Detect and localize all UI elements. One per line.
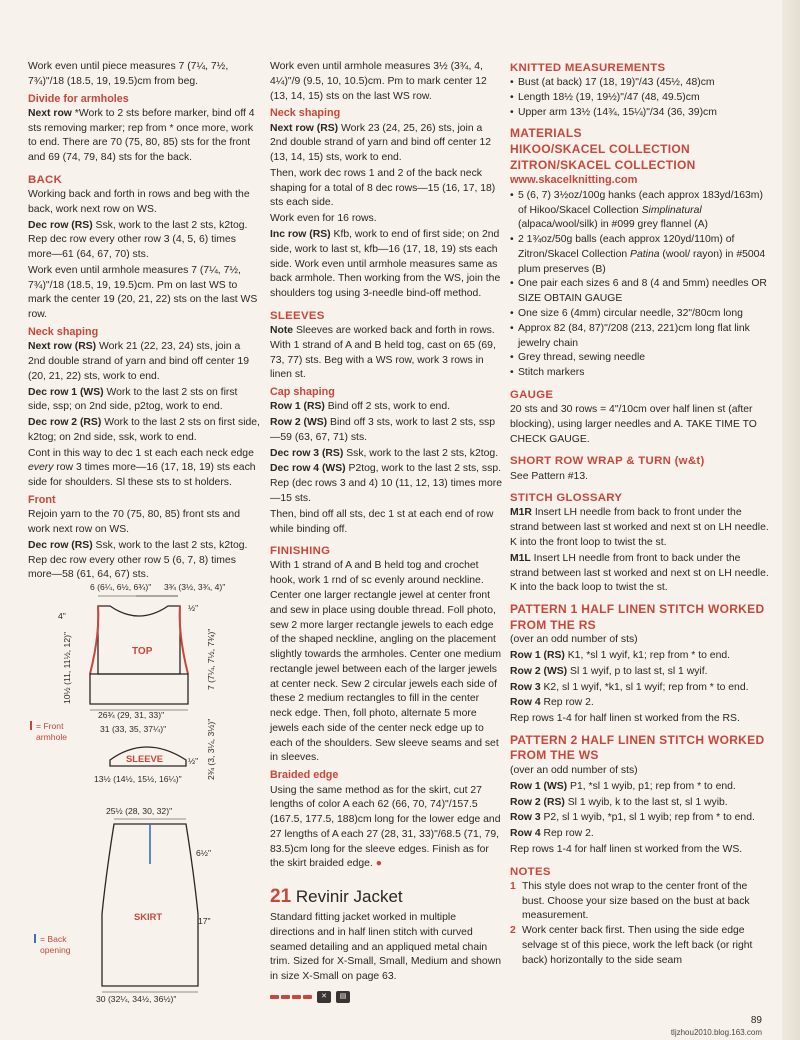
row-label: Dec row 1 (WS) (28, 386, 104, 398)
row-text: Ssk, work to the last 2 sts, k2tog. (343, 447, 499, 459)
dim-sleeve-bottom: 13½ (14½, 15½, 16¼)" (94, 774, 182, 784)
para (270, 400, 502, 415)
dim-skirt-17: 17" (198, 916, 211, 926)
para (510, 665, 772, 680)
dim-top-left: 10½ (11, 11½, 12)" (62, 631, 72, 704)
para (510, 780, 772, 795)
heading-stitch-glossary: STITCH GLOSSARY (510, 492, 623, 505)
para (270, 784, 502, 873)
row-text: P1, *sl 1 wyib, p1; rep from * to end. (567, 780, 736, 792)
skill-bar-icon (292, 995, 301, 999)
sleeve-schematic (94, 719, 216, 784)
row-text: K1, *sl 1 wyif, k1; rep from * to end. (564, 650, 731, 661)
row-text: Bind off 3 sts, work to last 2 sts, ssp—59 (63, 67, 71) sts. (270, 417, 496, 443)
row-label: Dec row 2 (RS) (28, 417, 102, 429)
list-item: • One pair each sizes 6 and 8 (4 and 5mm) needles OR SIZE OBTAIN GAUGE (510, 277, 772, 307)
row-label: Next row (28, 107, 72, 119)
subheading-neck-shaping: Neck shaping (270, 107, 341, 120)
subheading-braided-edge: Braided edge (270, 769, 339, 782)
subheading-front: Front (28, 493, 56, 506)
dim-top-width1: 6 (6¼, 6½, 6¾)" (90, 582, 152, 592)
list-item: • Length 18½ (19, 19½)"/47 (48, 49.5)cm (510, 91, 772, 106)
text: Using the same method as for the skirt, cut 27 lengths of color A each 62 (66, 70, 74)"/157.5 (167.5, 177.5, 188)cm long for the lower edge and 27 lengths of A each 27 (28, 31, 33)"/68.5 (71, 79, 83.5)cm long for the sleeve edges. Finish as for the skirt braided edge. (270, 784, 501, 870)
row-label: Dec row (RS) (28, 539, 93, 551)
list-item (510, 189, 772, 233)
note-text: Work center back first. Then using the side edge selvage st of this piece, work the left back (or right back) horizontally to the side seam (522, 925, 753, 966)
dim-top-width2: 3¾ (3½, 3¾, 4)" (164, 582, 226, 592)
row-text: Work 23 (24, 25, 26) sts, join a 2nd double strand of yarn and bind off center 12 (13, 14, 15) sts, work to end. (270, 122, 492, 164)
needles-icon: ✕ (317, 991, 331, 1003)
row-label: M1R (510, 507, 532, 519)
skill-bar-icon (270, 995, 279, 999)
row-label: Row 2 (RS) (510, 796, 565, 808)
row-label: Dec row 4 (WS) (270, 463, 346, 475)
para (510, 827, 772, 842)
para: Rep rows 1-4 for half linen st worked from the WS. (510, 843, 743, 855)
row-label: Row 1 (WS) (510, 780, 568, 792)
front-armhole-left (90, 606, 98, 674)
column-2 (270, 60, 502, 1003)
legend-front-label-b: armhole (36, 732, 68, 742)
heading-back: BACK (28, 173, 63, 186)
dim-skirt-bottom: 30 (32¼, 34½, 36½)" (96, 994, 177, 1004)
skill-bar-icon (303, 995, 312, 999)
heading-finishing: FINISHING (270, 545, 331, 558)
top-label: TOP (132, 646, 153, 657)
heading-gauge: GAUGE (510, 388, 554, 401)
list-item: • Upper arm 13½ (14¾, 15¼)"/34 (36, 39)cm (510, 106, 772, 121)
skirt-schematic (96, 806, 211, 1004)
row-text: P2, sl 1 wyib, *p1, sl 1 wyib; rep from * to end. (540, 812, 755, 824)
para (510, 681, 772, 696)
supplier-url: www.skacelknitting.com (510, 174, 638, 187)
row-text: P2tog, work to the last 2 sts, ssp. Rep (dec rows 3 and 4) 10 (11, 12, 13) times more—15 sts. (270, 463, 502, 504)
dim-sleeve-half: ½" (188, 756, 199, 766)
para (270, 228, 502, 302)
heading-notes: NOTES (510, 865, 551, 878)
heading-hikoo: HIKOO/SKACEL COLLECTION (510, 142, 691, 157)
sleeve-label: SLEEVE (126, 753, 163, 764)
list-item: • Approx 82 (84, 87)"/208 (213, 221)cm long flat link jewelry chain (510, 322, 772, 352)
skill-level-indicator (270, 991, 502, 1003)
para (510, 649, 772, 664)
para (510, 796, 772, 811)
para (28, 107, 260, 166)
note-number: 1 (510, 880, 516, 892)
emphasis: every (28, 462, 54, 474)
pattern-number: 21 (270, 886, 292, 908)
para (28, 416, 260, 446)
row-text: K2, sl 1 wyif, *k1, sl 1 wyif; rep from * to end. (540, 681, 749, 693)
para: Work even until armhole measures 7 (7¼, 7½, 7¾)"/18 (18.5, 19, 19.5)cm. Pm on last WS to mark the center 19 (20, 21, 22) sts on the last WS row. (28, 264, 258, 321)
para (28, 340, 260, 384)
row-text: Kfb, work to end of first side; on 2nd side, work to last st, kfb—16 (17, 18, 19) sts each side. Work even until armhole measures same as back armhole. Then working from the WS, join the shoulders tog using 3-needle bind-off method. (270, 228, 501, 300)
para: With 1 strand of A and B held tog and crochet hook, work 1 rnd of sc evenly around neckline. Center one larger rectangle jewel at center front and sew in place using double thread. Foll photo, sew 2 more larger rectangle jewels to each edge of the shaped neckline, angling on the placement slightly towards the armholes. Center one medium rectangle jewel between each of the larger jewels at center neck. Sew 2 circular jewels each side of these 2 medium rectangles to fill in the center neck edge. Then, foll photo, alternate 5 more jewels each side of the center neck edge up to each of the shoulders. Sew sleeve seams and set in sleeves. (270, 560, 502, 764)
row-text: Insert LH needle from back to front under the strand between last st worked and next st on LH needle. K into the front loop to twist the st. (510, 507, 769, 548)
notes-list (510, 880, 772, 969)
para (28, 386, 260, 416)
row-text: Sl 1 wyif, p to last st, sl 1 wyif. (567, 665, 708, 677)
para (270, 447, 502, 462)
row-text: Work 21 (22, 23, 24) sts, join a 2nd double strand of yarn and bind off center 19 (20, 21, 22) sts, work to end. (28, 341, 250, 382)
emphasis: Simplinatural (641, 204, 702, 216)
heading-sleeves: SLEEVES (270, 309, 325, 322)
text: 5 (6, 7) 3½oz/100g hanks (each approx 183yd/163m) of Hikoo/Skacel Collection (518, 189, 763, 216)
row-label: Note (270, 325, 294, 336)
row-label: Row 4 (510, 697, 541, 709)
list-item: • Stitch markers (510, 366, 772, 381)
row-label: Dec row (RS) (28, 219, 93, 231)
text: (alpaca/wool/silk) in #099 grey flannel (A) (518, 219, 709, 231)
para: Then, work dec rows 1 and 2 of the back neck shaping for a total of 8 dec rows—15 (16, 17, 18) sts each side. (270, 167, 496, 209)
pattern-title (270, 884, 502, 911)
list-item: • Bust (at back) 17 (18, 19)"/43 (45½, 48)cm (510, 76, 772, 91)
front-armhole-right (180, 606, 188, 674)
para (28, 219, 260, 263)
heading-materials: MATERIALS (510, 126, 582, 141)
top-body-outline (90, 674, 188, 704)
para: Then, bind off all sts, dec 1 st at each end of row while binding off. (270, 508, 494, 535)
para (270, 122, 502, 166)
row-label: Dec row 3 (RS) (270, 447, 344, 459)
para: Work even for 16 rows. (270, 213, 377, 225)
list-item (510, 880, 772, 924)
row-label: Row 3 (510, 812, 541, 824)
dim-top-bottom: 26¾ (29, 31, 33)" (98, 710, 165, 720)
pattern-name: Revinir Jacket (291, 887, 403, 907)
row-text: Sleeves are worked back and forth in rows. With 1 strand of A and B held tog, cast on 65 (69, 73, 77) sts. Beg with a WS row, work 3 rows in linen st. (270, 325, 496, 381)
dim-sleeve-right: 2¾ (3, 3¼, 3½)" (206, 718, 216, 780)
para: Rejoin yarn to the 70 (75, 80, 85) front sts and work next row on WS. (28, 509, 240, 536)
skirt-label: SKIRT (134, 911, 163, 922)
row-label: Next row (RS) (28, 341, 97, 353)
dim-skirt-top: 25½ (28, 30, 32)" (106, 806, 173, 816)
para (270, 416, 502, 446)
end-mark-icon: ● (375, 858, 382, 870)
list-item: • One size 6 (4mm) circular needle, 32"/80cm long (510, 307, 772, 322)
row-text: Rep row 2. (540, 828, 594, 840)
para (510, 696, 772, 711)
note-text: This style does not wrap to the center front of the bust. Choose your size based on the bust at back measurement. (522, 880, 750, 922)
para: (over an odd number of sts) (510, 765, 638, 777)
para (270, 462, 502, 506)
top-schematic (58, 582, 225, 720)
yarn-icon: ▤ (336, 991, 350, 1003)
top-outline (98, 606, 180, 674)
para (510, 552, 772, 596)
row-label: Next row (RS) (270, 122, 339, 134)
heading-pattern-1: PATTERN 1 HALF LINEN STITCH WORKED FROM THE RS (510, 602, 765, 632)
row-label: M1L (510, 552, 531, 564)
emphasis: Patina (630, 248, 660, 260)
subheading-divide-armholes: Divide for armholes (28, 92, 129, 105)
materials-list (510, 189, 772, 381)
para (28, 447, 260, 491)
dim-top-4: 4" (58, 611, 66, 621)
para: Work even until armhole measures 3½ (3¾, 4, 4¼)"/9 (9.5, 10, 10.5)cm. Pm to mark center 12 (13, 14, 15) sts on the last WS row. (270, 61, 487, 102)
row-label: Row 4 (510, 828, 541, 840)
text: (wool/ rayon) in #5004 plum preserves (B) (518, 248, 766, 275)
subheading-neck-shaping: Neck shaping (28, 326, 99, 338)
dim-sleeve-top: 31 (33, 35, 37¼)" (100, 724, 167, 734)
dim-top-right: 7 (7¼, 7½, 7¾)" (206, 628, 216, 690)
para: See Pattern #13. (510, 470, 588, 482)
column-1 (28, 60, 260, 584)
column-3 (510, 60, 772, 968)
row-label: Row 2 (WS) (270, 417, 328, 429)
legend-front-swatch (30, 721, 32, 730)
list-item: • Grey thread, sewing needle (510, 351, 772, 366)
dim-top-half: ½" (188, 603, 199, 613)
para: 20 sts and 30 rows = 4"/10cm over half linen st (after blocking), using larger needles and A. TAKE TIME TO CHECK GAUGE. (510, 404, 757, 445)
dim-skirt-65: 6½" (196, 848, 211, 858)
heading-pattern-2: PATTERN 2 HALF LINEN STITCH WORKED FROM THE WS (510, 732, 765, 763)
list-item (510, 233, 772, 277)
legend-back-label-a: = Back (40, 934, 67, 944)
list-item (510, 924, 772, 968)
row-text: *Work to 2 sts before marker, bind off 4 sts removing marker; rep from * once more, work to end. There are 70 (75, 80, 85) sts for the front and 69 (74, 79, 84) sts for the back. (28, 107, 255, 164)
measurements-list (510, 76, 772, 120)
skill-bar-icon (281, 995, 290, 999)
text: 2 1¾oz/50g balls (each approx 120yd/110m) of Zitron/Skacel Collection (518, 234, 735, 260)
pattern-intro: Standard fitting jacket worked in multiple directions and in half linen stitch with curved seamed detailing and an appliqued metal chain trim. Sized for X-Small, Small, Medium and shown in size X-Small on page 63. (270, 912, 501, 983)
heading-zitron: ZITRON/SKACEL COLLECTION (510, 157, 696, 172)
para (510, 506, 772, 550)
row-text: Work to the last 2 sts on first side, ssp; on 2nd side, p2tog, work to end. (28, 386, 238, 413)
text: Cont in this way to dec 1 st each each neck edge (28, 447, 254, 459)
schematic-diagrams (28, 574, 264, 1014)
heading-knitted-measurements: KNITTED MEASUREMENTS (510, 62, 666, 74)
page-number: 89 (750, 1015, 762, 1026)
row-text: Ssk, work to the last 2 sts, k2tog. Rep dec row every other row 5 (6, 7, 8) times more—58 (61, 64, 67) sts. (28, 539, 248, 581)
legend-front-label-a: = Front (36, 721, 64, 731)
para (510, 811, 772, 826)
row-text: Work to the last 2 sts on first side, k2tog; on 2nd side, ssk, work to end. (28, 417, 260, 443)
row-text: Rep row 2. (540, 697, 594, 709)
row-label: Inc row (RS) (270, 228, 331, 240)
note-number: 2 (510, 925, 516, 937)
row-text: Insert LH needle from front to back under the strand between last st worked and next st on LH needle. K into the back loop to twist the st. (510, 552, 769, 594)
text: row 3 times more—16 (17, 18, 19) sts each side for shoulders. Sl these sts to st holders. (28, 462, 256, 489)
page-spine-edge (782, 0, 800, 1040)
legend-back-label-b: opening (40, 945, 71, 955)
row-text: Bind off 2 sts, work to end. (324, 401, 450, 413)
para: Rep rows 1-4 for half linen st worked from the RS. (510, 713, 740, 725)
para: (over an odd number of sts) (510, 634, 638, 646)
legend-back-swatch (34, 934, 36, 943)
para: Working back and forth in rows and beg with the back, work next row on WS. (28, 189, 250, 215)
row-label: Row 3 (510, 681, 541, 693)
subheading-cap-shaping: Cap shaping (270, 386, 335, 399)
row-text: Ssk, work to the last 2 sts, k2tog. Rep dec row every other row 3 (4, 5, 6) times more—61 (64, 67, 70) sts. (28, 219, 248, 261)
para (270, 324, 502, 383)
row-label: Row 2 (WS) (510, 665, 568, 677)
row-text: Sl 1 wyib, k to the last st, sl 1 wyib. (564, 796, 728, 808)
row-label: Row 1 (RS) (270, 401, 325, 413)
para: Work even until piece measures 7 (7¼, 7½, 7¾)"/18 (18.5, 19, 19.5)cm from beg. (28, 61, 229, 87)
watermark: tljzhou2010.blog.163.com (670, 1028, 762, 1037)
heading-short-row: SHORT ROW WRAP & TURN (w&t) (510, 455, 705, 468)
row-label: Row 1 (RS) (510, 650, 565, 661)
